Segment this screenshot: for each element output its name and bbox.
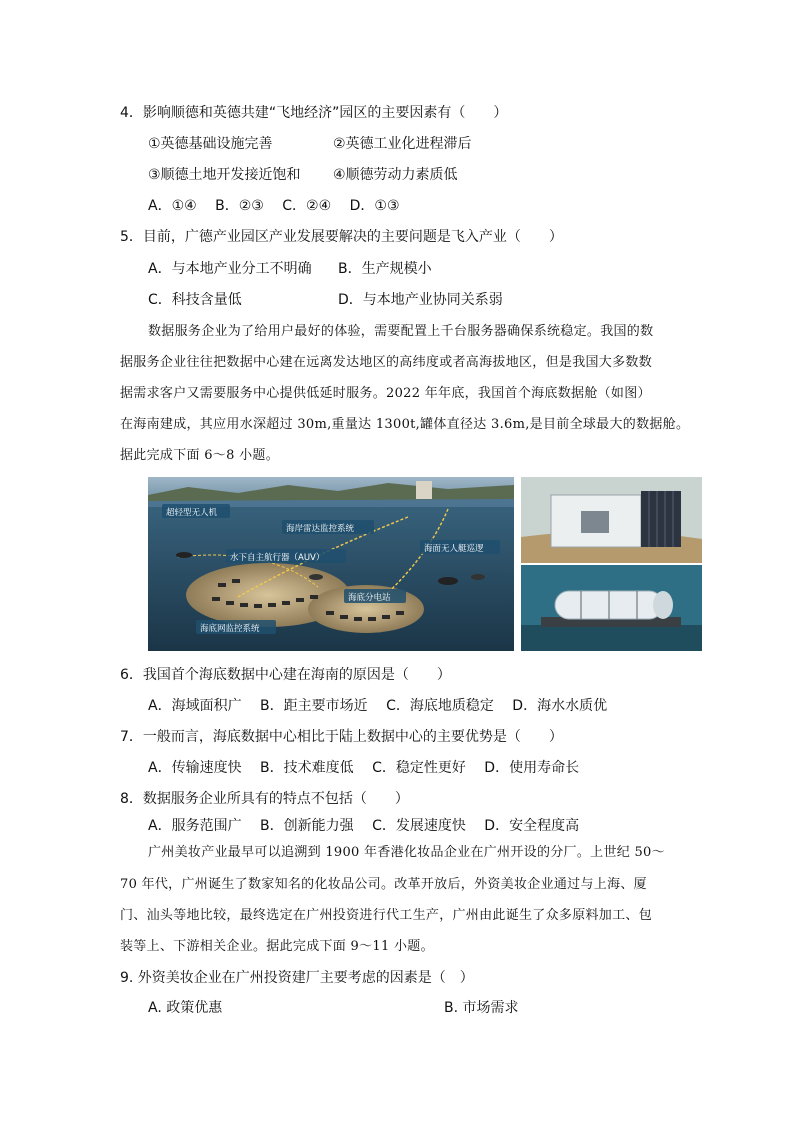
q8-choices: A．服务范围广 B．创新能力强 C．发展速度快 D．安全程度高 bbox=[148, 818, 580, 834]
q6-stem: 6．我国首个海底数据中心建在海南的原因是（ ） bbox=[120, 667, 451, 683]
q4-stem: 4．影响顺德和英德共建“飞地经济”园区的主要因素有（ ） bbox=[120, 105, 508, 121]
passage1-line-3: 据需求客户又需要服务中心提供低延时服务。2022 年年底，我国首个海底数据舱（如图） bbox=[120, 386, 651, 401]
passage2-line-3: 门、汕头等地比较，最终选定在广州投资进行代工生产，广州由此诞生了众多原料加工、包 bbox=[120, 908, 653, 923]
q4-option-2: ②英德工业化进程滞后 bbox=[333, 136, 472, 152]
passage1-line-4: 在海南建成，其应用水深超过 30m,重量达 1300t,罐体直径达 3.6m,是目前全球最大的数据舱。 bbox=[120, 417, 690, 432]
q9-choice-a: A. 政策优惠 bbox=[148, 1000, 223, 1016]
q5-choice-d: D．与本地产业协同关系弱 bbox=[338, 292, 503, 308]
q4-choices: A．①④ B．②③ C．②④ D．①③ bbox=[148, 198, 400, 214]
label-usv-patrol: 海面无人艇巡逻 bbox=[424, 544, 484, 554]
passage1-line-1: 数据服务企业为了给用户最好的体验，需要配置上千台服务器确保系统稳定。我国的数 bbox=[148, 324, 654, 339]
passage2-line-4: 装等上、下游相关企业。据此完成下面 9～11 小题。 bbox=[120, 939, 434, 954]
q5-stem: 5．目前，广德产业园区产业发展要解决的主要问题是飞入产业（ ） bbox=[120, 229, 563, 245]
q7-choices: A．传输速度快 B．技术难度低 C．稳定性更好 D．使用寿命长 bbox=[148, 760, 580, 776]
q5-choice-b: B．生产规模小 bbox=[338, 261, 432, 277]
q9-stem: 9. 外资美妆企业在广州投资建厂主要考虑的因素是（ ） bbox=[120, 970, 474, 986]
passage1-line-5: 据此完成下面 6～8 小题。 bbox=[120, 448, 280, 463]
q6-choices: A．海域面积广 B．距主要市场近 C．海底地质稳定 D．海水水质优 bbox=[148, 698, 608, 714]
q4-option-4: ④顺德劳动力素质低 bbox=[333, 167, 458, 183]
label-auv: 水下自主航行器（AUV） bbox=[230, 553, 325, 563]
q5-choice-c: C．科技含量低 bbox=[148, 292, 242, 308]
label-seabed-net-monitor: 海底网监控系统 bbox=[200, 624, 260, 634]
q4-option-3: ③顺德土地开发接近饱和 bbox=[148, 167, 301, 183]
passage2-line-2: 70 年代，广州诞生了数家知名的化妆品公司。改革开放后，外资美妆企业通过与上海、厦 bbox=[120, 877, 647, 892]
label-coastal-radar: 海岸雷达监控系统 bbox=[286, 524, 355, 534]
label-ultralight-drone: 超轻型无人机 bbox=[166, 508, 218, 518]
undersea-datacenter-figure bbox=[148, 477, 702, 651]
label-seabed-substation: 海底分电站 bbox=[348, 593, 391, 603]
q4-option-1: ①英德基础设施完善 bbox=[148, 136, 273, 152]
q5-choice-a: A．与本地产业分工不明确 bbox=[148, 261, 312, 277]
passage2-line-1: 广州美妆产业最早可以追溯到 1900 年香港化妆品企业在广州开设的分厂。上世纪 50～ bbox=[148, 845, 665, 860]
seafloor-system-illustration bbox=[148, 477, 514, 651]
q9-choice-b: B. 市场需求 bbox=[444, 1000, 519, 1016]
passage1-line-2: 据服务企业往往把数据中心建在远离发达地区的高纬度或者高海拔地区，但是我国大多数数 bbox=[120, 355, 653, 370]
datacenter-module-render bbox=[521, 477, 702, 563]
datacenter-tank-render bbox=[521, 565, 702, 651]
q8-stem: 8．数据服务企业所具有的特点不包括（ ） bbox=[120, 791, 409, 807]
q7-stem: 7．一般而言，海底数据中心相比于陆上数据中心的主要优势是（ ） bbox=[120, 729, 563, 745]
